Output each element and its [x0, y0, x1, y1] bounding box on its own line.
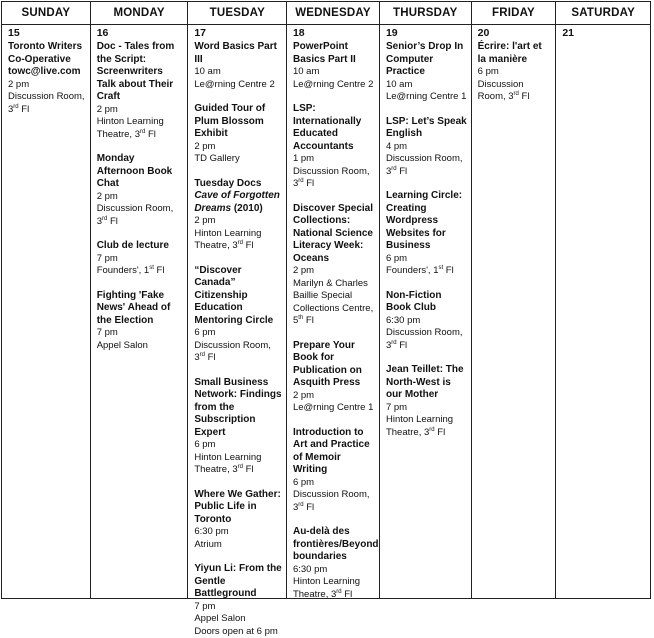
event [293, 203, 376, 328]
day-header-friday: FRIDAY [472, 2, 557, 24]
event-location: Hinton Learning Theatre, 3rd Fl [194, 452, 283, 477]
event-time: 7 pm [97, 327, 185, 340]
day-cell-friday [472, 25, 557, 599]
event-time: 10 am [194, 66, 283, 79]
event-title: Introduction to Art and Practice of Memoir Writing [293, 427, 376, 477]
event [386, 190, 468, 278]
event-time: 7 pm [194, 601, 283, 614]
event [97, 240, 185, 278]
day-cell-tuesday [188, 25, 287, 599]
event-time: 6 pm [293, 477, 376, 490]
event-time: 10 am [386, 79, 468, 92]
event-title: Fighting 'Fake News' Ahead of the Election [97, 290, 185, 328]
event-title: Non-Fiction Book Club [386, 290, 468, 315]
event [293, 526, 376, 601]
day-cell-monday [91, 25, 189, 599]
event-location: Hinton Learning Theatre, 3rd Fl [97, 116, 185, 141]
event [386, 116, 468, 179]
event-time: 4 pm [386, 141, 468, 154]
event-time: 10 am [293, 66, 376, 79]
event-location: Le@rning Centre 2 [194, 79, 283, 92]
event-location: Founders', 1st Fl [97, 265, 185, 278]
event-time: 6 pm [194, 439, 283, 452]
event [194, 41, 283, 91]
event-title: PowerPoint Basics Part II [293, 41, 376, 66]
event-location: Le@rning Centre 2 [293, 79, 376, 92]
event-title: Club de lecture [97, 240, 185, 253]
event-location: Appel Salon [194, 613, 283, 626]
event-title: Prepare Your Book for Publication on Asquith Press [293, 340, 376, 390]
event-location: Atrium [194, 539, 283, 552]
event-title: Jean Teillet: The North-West is our Mother [386, 364, 468, 402]
event-location: Discussion Room, 3rd Fl [293, 489, 376, 514]
event-location: Hinton Learning Theatre, 3rd Fl [386, 414, 468, 439]
date-number: 15 [8, 27, 87, 40]
event-location: Discussion Room, 3rd Fl [194, 340, 283, 365]
event-time: 6:30 pm [293, 564, 376, 577]
event-title: Monday Afternoon Book Chat [97, 153, 185, 191]
event-time: 2 pm [293, 265, 376, 278]
event-location: TD Gallery [194, 153, 283, 166]
event-location: Le@rning Centre 1 [293, 402, 376, 415]
calendar-header [2, 2, 650, 25]
event-title: Au-delà des frontières/Beyond boundaries [293, 526, 376, 564]
date-number: 19 [386, 27, 468, 40]
event-location: Discussion Room, 3rd Fl [478, 79, 553, 104]
event-title: LSP: Let’s Speak English [386, 116, 468, 141]
event-title: Tuesday Docs [194, 178, 283, 191]
date-number: 21 [562, 27, 647, 40]
event-title: Discover Special Collections: National Science Literacy Week: Oceans [293, 203, 376, 266]
event [293, 340, 376, 415]
event-time: 2 pm [97, 191, 185, 204]
event [97, 153, 185, 228]
event-location: Discussion Room, 3rd Fl [386, 327, 468, 352]
film-name: Cave of Forgotten Dreams [194, 190, 280, 214]
event-title: Small Business Network: Findings from the Subscription Expert [194, 377, 283, 440]
event [293, 103, 376, 191]
event-time: 6 pm [386, 253, 468, 266]
event [293, 41, 376, 91]
event-title: LSP: Internationally Educated Accountants [293, 103, 376, 153]
event-time: 7 pm [97, 253, 185, 266]
week-row [2, 25, 650, 599]
event [194, 103, 283, 166]
event [194, 489, 283, 552]
event-note: Doors open at 6 pm [194, 626, 283, 638]
day-header-thursday: THURSDAY [380, 2, 472, 24]
day-cell-wednesday [287, 25, 380, 599]
event-title: Learning Circle: Creating Wordpress Websites for Business [386, 190, 468, 253]
event [386, 364, 468, 439]
event-time: 6 pm [478, 66, 553, 79]
film-year: (2010) [234, 203, 263, 214]
event-title: Doc - Tales from the Script: Screenwriters Talk about Their Craft [97, 41, 185, 104]
event-title: Word Basics Part III [194, 41, 283, 66]
event [293, 427, 376, 515]
event-location: Le@rning Centre 1 [386, 91, 468, 104]
event [194, 563, 283, 638]
event [194, 178, 283, 253]
event-location: Hinton Learning Theatre, 3rd Fl [293, 576, 376, 601]
event-time: 2 pm [8, 79, 87, 92]
event [8, 41, 87, 116]
event-time: 2 pm [97, 104, 185, 117]
event-title: Senior’s Drop In Computer Practice [386, 41, 468, 79]
event-location: Discussion Room, 3rd Fl [8, 91, 87, 116]
event-location: Discussion Room, 3rd Fl [386, 153, 468, 178]
event [386, 41, 468, 104]
event-location: Discussion Room, 3rd Fl [97, 203, 185, 228]
event-title: Guided Tour of Plum Blossom Exhibit [194, 103, 283, 141]
event-time: 6:30 pm [386, 315, 468, 328]
day-header-monday: MONDAY [91, 2, 189, 24]
event-time: 2 pm [293, 390, 376, 403]
date-number: 20 [478, 27, 553, 40]
day-header-saturday: SATURDAY [556, 2, 650, 24]
event-location: Appel Salon [97, 340, 185, 353]
event-location: Marilyn & Charles Baillie Special Collections Centre, 5th Fl [293, 278, 376, 328]
event-time: 1 pm [293, 153, 376, 166]
event [97, 41, 185, 141]
event-calendar [1, 1, 651, 599]
event [478, 41, 553, 104]
event [386, 290, 468, 353]
event-time: 6:30 pm [194, 526, 283, 539]
date-number: 16 [97, 27, 185, 40]
event [194, 377, 283, 477]
event [97, 290, 185, 353]
event [194, 265, 283, 365]
event-title: Where We Gather: Public Life in Toronto [194, 489, 283, 527]
day-header-tuesday: TUESDAY [188, 2, 287, 24]
day-header-sunday: SUNDAY [2, 2, 91, 24]
event-title: “Discover Canada” Citizenship Education Mentoring Circle [194, 265, 283, 328]
event-location: Hinton Learning Theatre, 3rd Fl [194, 228, 283, 253]
day-cell-thursday [380, 25, 472, 599]
event-title: Écrire: l'art et la manière [478, 41, 553, 66]
date-number: 18 [293, 27, 376, 40]
event-location: Founders', 1st Fl [386, 265, 468, 278]
event-title: Yiyun Li: From the Gentle Battleground [194, 563, 283, 601]
day-cell-saturday [556, 25, 650, 599]
day-cell-sunday [2, 25, 91, 599]
event-film-title [194, 190, 283, 215]
date-number: 17 [194, 27, 283, 40]
event-title: Toronto Writers Co-Operative towc@live.com [8, 41, 87, 79]
event-time: 7 pm [386, 402, 468, 415]
event-location: Discussion Room, 3rd Fl [293, 166, 376, 191]
event-time: 6 pm [194, 327, 283, 340]
day-header-wednesday: WEDNESDAY [287, 2, 380, 24]
event-time: 2 pm [194, 215, 283, 228]
event-time: 2 pm [194, 141, 283, 154]
